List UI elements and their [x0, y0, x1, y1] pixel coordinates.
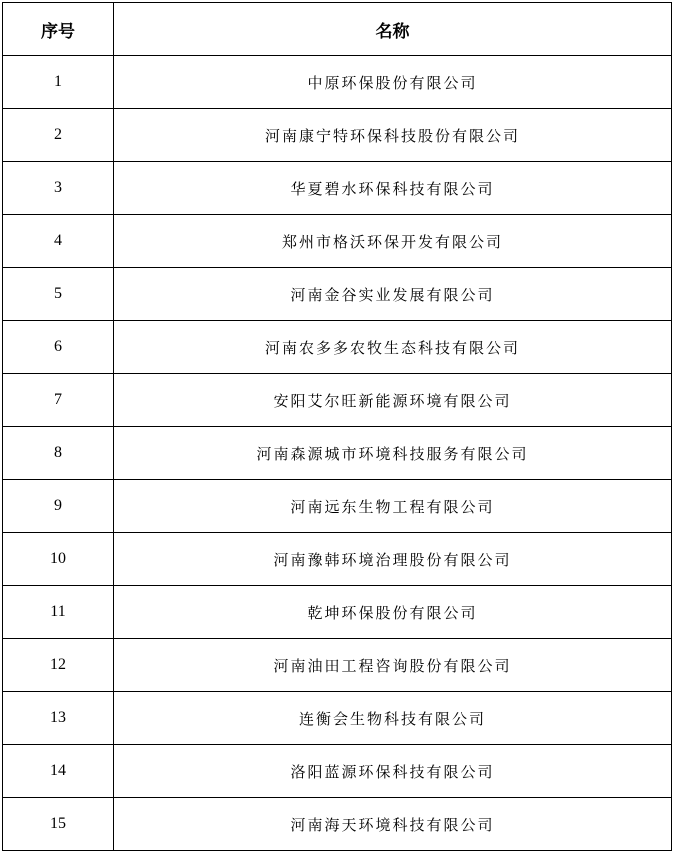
company-table — [2, 2, 672, 851]
table-header-row — [3, 3, 672, 56]
company-name: 郑州市格沃环保开发有限公司 — [114, 215, 672, 268]
row-index: 13 — [3, 692, 114, 745]
company-name: 华夏碧水环保科技有限公司 — [114, 162, 672, 215]
company-name: 河南森源城市环境科技服务有限公司 — [114, 427, 672, 480]
row-index: 3 — [3, 162, 114, 215]
table-row — [3, 56, 672, 109]
table-row — [3, 586, 672, 639]
table-row — [3, 480, 672, 533]
header-index: 序号 — [3, 3, 114, 56]
table-row — [3, 268, 672, 321]
row-index: 11 — [3, 586, 114, 639]
table-row — [3, 109, 672, 162]
company-name: 河南远东生物工程有限公司 — [114, 480, 672, 533]
table-row — [3, 374, 672, 427]
row-index: 14 — [3, 745, 114, 798]
company-name: 河南海天环境科技有限公司 — [114, 798, 672, 851]
row-index: 7 — [3, 374, 114, 427]
row-index: 10 — [3, 533, 114, 586]
table-row — [3, 162, 672, 215]
row-index: 8 — [3, 427, 114, 480]
company-name: 河南豫韩环境治理股份有限公司 — [114, 533, 672, 586]
table-row — [3, 639, 672, 692]
row-index: 12 — [3, 639, 114, 692]
table-row — [3, 745, 672, 798]
header-name: 名称 — [114, 3, 672, 56]
table-row — [3, 798, 672, 851]
company-name: 河南康宁特环保科技股份有限公司 — [114, 109, 672, 162]
table-row — [3, 427, 672, 480]
row-index: 6 — [3, 321, 114, 374]
row-index: 4 — [3, 215, 114, 268]
company-name: 中原环保股份有限公司 — [114, 56, 672, 109]
company-name: 洛阳蓝源环保科技有限公司 — [114, 745, 672, 798]
table-row — [3, 533, 672, 586]
company-name: 河南农多多农牧生态科技有限公司 — [114, 321, 672, 374]
row-index: 15 — [3, 798, 114, 851]
company-name: 安阳艾尔旺新能源环境有限公司 — [114, 374, 672, 427]
row-index: 9 — [3, 480, 114, 533]
company-name: 河南金谷实业发展有限公司 — [114, 268, 672, 321]
company-name: 河南油田工程咨询股份有限公司 — [114, 639, 672, 692]
table-row — [3, 692, 672, 745]
table-row — [3, 321, 672, 374]
company-name: 连衡会生物科技有限公司 — [114, 692, 672, 745]
row-index: 2 — [3, 109, 114, 162]
row-index: 5 — [3, 268, 114, 321]
table-row — [3, 215, 672, 268]
row-index: 1 — [3, 56, 114, 109]
company-name: 乾坤环保股份有限公司 — [114, 586, 672, 639]
